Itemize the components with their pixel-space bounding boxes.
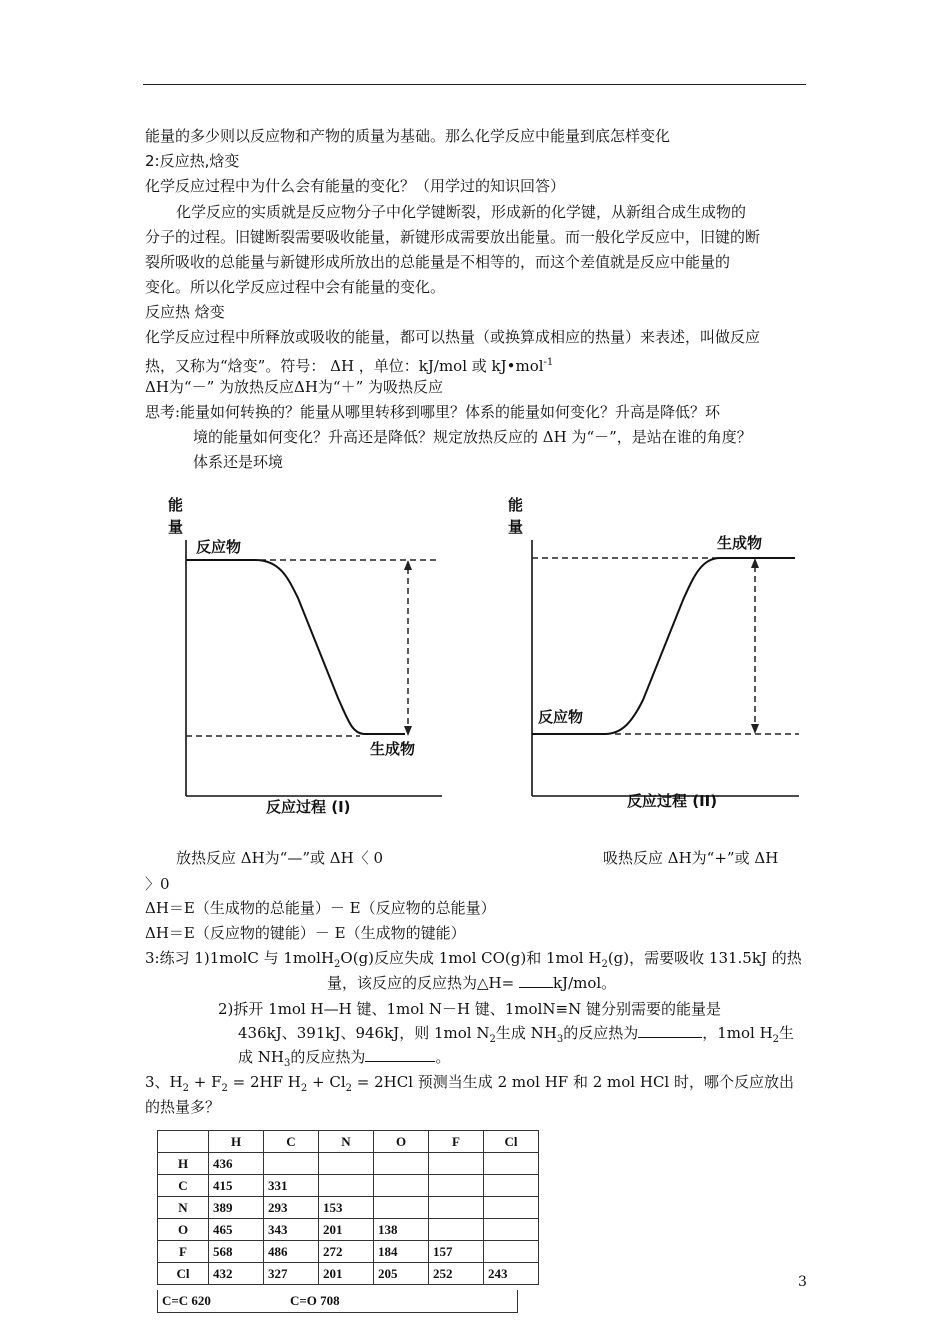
text-run: 3:练习 1)1molC 与 1molH — [145, 949, 335, 967]
table-cell: 153 — [319, 1197, 374, 1219]
text-run: 。 — [435, 1048, 451, 1066]
table-cell — [484, 1153, 539, 1175]
table-cell: 201 — [319, 1263, 374, 1285]
table-header-cell: F — [429, 1131, 484, 1153]
page-number: 3 — [798, 1274, 807, 1290]
formula-line: ΔH＝E（生成物的总能量）－ E（反应物的总能量） — [145, 899, 496, 917]
table-cell — [429, 1175, 484, 1197]
table-cell: 293 — [264, 1197, 319, 1219]
table-header-cell: O — [374, 1131, 429, 1153]
table-row-header: Cl — [158, 1263, 209, 1285]
table-header-cell: Cl — [484, 1131, 539, 1153]
exercise-line — [327, 973, 616, 993]
superscript: -1 — [543, 357, 554, 368]
text-line: 体系还是环境 — [193, 453, 284, 471]
answer-blank[interactable] — [519, 973, 553, 988]
text-run: 量，该反应的反应热为△H= — [327, 974, 519, 992]
table-cell — [484, 1175, 539, 1197]
text-run: 成 NH — [238, 1048, 284, 1066]
text-run: = 2HCl 预测当生成 2 mol HF 和 2 mol HCl 时，哪个反应放出 — [352, 1073, 794, 1091]
table-cell — [374, 1153, 429, 1175]
table-cell: 184 — [374, 1241, 429, 1263]
exercise-line — [238, 1023, 794, 1050]
table-cell — [319, 1153, 374, 1175]
subscript: 3 — [556, 1034, 564, 1045]
exercise-line: 2)拆开 1mol H—H 键、1mol N－H 键、1molN≡N 键分别需要的能量是 — [218, 1000, 721, 1018]
table-cell: 157 — [429, 1241, 484, 1263]
table-cell: 138 — [374, 1219, 429, 1241]
text-line: 裂所吸收的总能量与新键形成所放出的总能量是不相等的，而这个差值就是反应中能量的 — [145, 253, 731, 271]
exercise-line — [145, 1072, 794, 1099]
subscript: 2 — [489, 1034, 496, 1045]
table-row-header: C — [158, 1175, 209, 1197]
answer-blank[interactable] — [638, 1023, 702, 1038]
arrow-head-down — [404, 726, 412, 736]
text-run: 生成 NH — [495, 1024, 557, 1042]
table-footer — [157, 1290, 518, 1313]
text-run: 生 — [779, 1024, 795, 1042]
exercise-line — [145, 948, 802, 975]
text-run: O(g)反应失成 1mol CO(g)和 1mol H — [340, 949, 602, 967]
text-run: (g)，需要吸收 131.5kJ 的热 — [607, 949, 802, 967]
table-row — [158, 1153, 539, 1175]
exercise-line — [238, 1047, 450, 1074]
table-row-header: N — [158, 1197, 209, 1219]
text-line: ΔH为“－” 为放热反应ΔH为“＋” 为吸热反应 — [145, 378, 444, 396]
energy-chart-exothermic — [160, 488, 450, 818]
text-line: 能量的多少则以反应物和产物的质量为基础。那么化学反应中能量到底怎样变化 — [145, 127, 671, 145]
table-row-header: F — [158, 1241, 209, 1263]
arrow-head-up — [404, 560, 412, 570]
table-row — [158, 1175, 539, 1197]
text-run: kJ/mol。 — [552, 974, 617, 992]
table-cell — [319, 1175, 374, 1197]
table-cell: 486 — [264, 1241, 319, 1263]
energy-curve — [186, 560, 405, 734]
subscript: 2 — [601, 959, 608, 970]
y-label-1: 能 — [168, 496, 184, 514]
x-label: 反应过程 (II) — [627, 792, 718, 810]
arrow-head-down — [751, 724, 759, 734]
table-cell — [484, 1241, 539, 1263]
y-label-1: 能 — [508, 496, 524, 514]
table-cell — [374, 1175, 429, 1197]
table-cell: 331 — [264, 1175, 319, 1197]
section-heading: 2:反应热,焓变 — [145, 152, 240, 170]
table-cell — [429, 1219, 484, 1241]
table-row — [158, 1263, 539, 1285]
table-cell: 436 — [209, 1153, 264, 1175]
table-row — [158, 1219, 539, 1241]
answer-blank[interactable] — [365, 1047, 435, 1062]
exercise-line: 的热量多？ — [145, 1098, 221, 1116]
subscript: 2 — [334, 959, 341, 970]
text-line: 分子的过程。旧键断裂需要吸收能量，新键形成需要放出能量。而一般化学反应中，旧键的断 — [145, 228, 761, 246]
table-cell: 205 — [374, 1263, 429, 1285]
table-header-cell: H — [209, 1131, 264, 1153]
table-row — [158, 1241, 539, 1263]
table-cell: 568 — [209, 1241, 264, 1263]
text-line — [145, 353, 553, 376]
label-reactant: 反应物 — [538, 708, 584, 726]
label-product: 生成物 — [717, 534, 763, 552]
text-line: 吸热反应 ΔH为“+”或 ΔH — [603, 849, 779, 867]
table-cell: 252 — [429, 1263, 484, 1285]
energy-chart-endothermic — [505, 488, 810, 818]
table-header-cell: C — [264, 1131, 319, 1153]
subscript: 2 — [221, 1083, 228, 1094]
y-label-2: 量 — [168, 518, 184, 536]
table-cell — [484, 1197, 539, 1219]
arrow-head-up — [751, 558, 759, 568]
table-cell — [429, 1153, 484, 1175]
text-line: 〉0 — [145, 875, 170, 893]
table-cell: 201 — [319, 1219, 374, 1241]
table-header-cell: N — [319, 1131, 374, 1153]
text-line: 变化。所以化学反应过程中会有能量的变化。 — [145, 278, 446, 296]
subscript: 2 — [345, 1083, 353, 1094]
label-reactant: 反应物 — [196, 538, 242, 556]
text-line: 化学反应的实质就是反应物分子中化学键断裂，形成新的化学键，从新组合成生成物的 — [176, 203, 747, 221]
footer-cc: C=C 620 — [162, 1293, 211, 1308]
table-row-header: H — [158, 1153, 209, 1175]
section-heading: 反应热 焓变 — [145, 303, 225, 321]
header-rule — [143, 84, 806, 85]
subscript: 2 — [300, 1083, 308, 1094]
formula-line: ΔH＝E（反应物的键能）－ E（生成物的键能） — [145, 924, 466, 942]
table-cell: 389 — [209, 1197, 264, 1219]
subscript: 2 — [182, 1083, 189, 1094]
text-line: 化学反应过程中为什么会有能量的变化？（用学过的知识回答） — [145, 177, 566, 195]
text-run: 436kJ、391kJ、946kJ，则 1mol N — [238, 1024, 490, 1042]
text-run: ，1mol H — [702, 1024, 773, 1042]
subscript: 3 — [283, 1058, 291, 1069]
table-cell: 327 — [264, 1263, 319, 1285]
table-cell: 432 — [209, 1263, 264, 1285]
table-row-header: O — [158, 1219, 209, 1241]
table-cell: 343 — [264, 1219, 319, 1241]
table-cell: 465 — [209, 1219, 264, 1241]
label-product: 生成物 — [370, 740, 416, 758]
text-line: 化学反应过程中所释放或吸收的能量，都可以热量（或换算成相应的热量）来表述，叫做反应 — [145, 328, 761, 346]
table-cell: 415 — [209, 1175, 264, 1197]
x-label: 反应过程 (I) — [266, 798, 351, 816]
text-run: = 2HF H — [227, 1073, 301, 1091]
y-label-2: 量 — [508, 518, 524, 536]
table-cell — [264, 1153, 319, 1175]
table-cell — [484, 1219, 539, 1241]
table-cell: 272 — [319, 1241, 374, 1263]
text-line: 放热反应 ΔH为“—”或 ΔH〈 0 — [176, 849, 384, 867]
text-line: 思考:能量如何转换的？能量从哪里转移到哪里？体系的能量如何变化？升高是降低？环 — [145, 403, 721, 421]
table-cell — [429, 1197, 484, 1219]
table-cell: 243 — [484, 1263, 539, 1285]
text-run: 的反应热为 — [290, 1048, 366, 1066]
footer-co: C=O 708 — [290, 1293, 340, 1308]
table-cell — [374, 1197, 429, 1219]
subscript: 2 — [772, 1034, 780, 1045]
text-run: + F — [189, 1073, 222, 1091]
text-run: + Cl — [307, 1073, 346, 1091]
table-header-row — [158, 1131, 539, 1153]
table-row — [158, 1197, 539, 1219]
text-run: 的反应热为 — [563, 1024, 639, 1042]
bond-energy-table — [157, 1130, 539, 1285]
text-run: 热，又称为“焓变”。符号： ΔH ，单位：kJ/mol 或 kJ•mol — [145, 357, 544, 375]
table-header-cell — [158, 1131, 209, 1153]
text-run: 3、H — [145, 1073, 183, 1091]
text-line: 境的能量如何变化？升高还是降低？规定放热反应的 ΔH 为“－”，是站在谁的角度？ — [193, 428, 752, 446]
